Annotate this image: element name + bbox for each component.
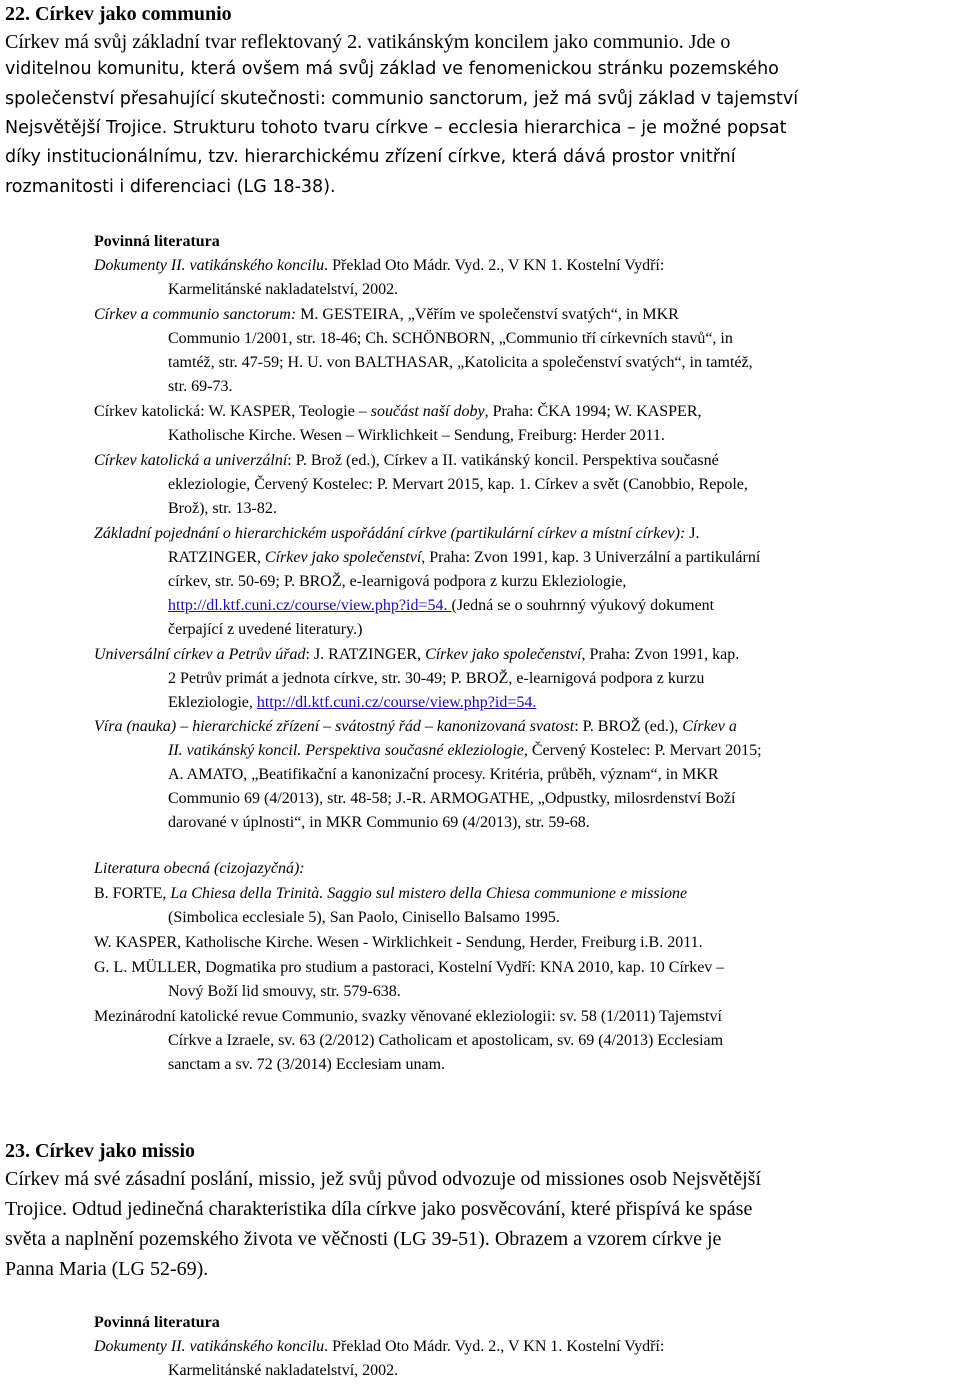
ref-4-line-2: ekleziologie, Červený Kostelec: P. Mervart 2015, kap. 1. Církev a svět (Canobbio, Repole, [168, 476, 748, 493]
intro-line-2: společenství přesahující skutečnosti: communio sanctorum, jež má svůj základ v tajemství [5, 89, 799, 109]
lit-heading: Povinná literatura [94, 233, 220, 250]
ref-2-line-2: Communio 1/2001, str. 18-46; Ch. SCHÖNBORN, „Communio tří církevních stavů“, in [168, 330, 733, 347]
intro-line-3: Nejsvětější Trojice. Strukturu tohoto tvaru církve – ecclesia hierarchica – je možné popsat [5, 118, 787, 138]
ref-3-line-2: Katholische Kirche. Wesen – Wirklichkeit – Sendung, Freiburg: Herder 2011. [168, 427, 665, 444]
ref-2-line-3: tamtéž, str. 47-59; H. U. von BALTHASAR, „Katolicita a společenství svatých“, in tamtéž, [168, 354, 753, 371]
ref-6-line-1: Universální církev a Petrův úřad: J. RATZINGER, Církev jako společenství, Praha: Zvon 1991, kap. [94, 646, 740, 663]
ref-5-line-3: církev, str. 50-69; P. BROŽ, e-learnigová podpora z kurzu Ekleziologie, [168, 573, 627, 590]
course-link-2[interactable]: http://dl.ktf.cuni.cz/course/view.php?id=54. [256, 694, 537, 711]
s23-line-0: Církev má své zásadní poslání, missio, jež svůj původ odvozuje od missiones osob Nejsvětější [5, 1168, 762, 1190]
ref-7-line-3: A. AMATO, „Beatifikační a kanonizační procesy. Kritéria, průběh, význam“, in MKR [168, 766, 719, 783]
general-heading: Literatura obecná (cizojazyčná): [94, 860, 305, 877]
s23-ref-1-line-1: Dokumenty II. vatikánského koncilu. Překlad Oto Mádr. Vyd. 2., V KN 1. Kostelní Vydří: [94, 1338, 665, 1355]
ref-2-line-1: Církev a communio sanctorum: M. GESTEIRA, „Věřím ve společenství svatých“, in MKR [94, 306, 679, 323]
ref-1-line-1: Dokumenty II. vatikánského koncilu. Překlad Oto Mádr. Vyd. 2., V KN 1. Kostelní Vydří: [94, 257, 665, 274]
ref-6-line-3: Ekleziologie, http://dl.ktf.cuni.cz/course/view.php?id=54. [168, 694, 537, 711]
ref-6-line-2: 2 Petrův primát a jednota církve, str. 30-49; P. BROŽ, e-learnigová podpora z kurzu [168, 670, 705, 687]
ref-5-line-5: čerpající z uvedené literatury.) [168, 621, 363, 638]
ref-7-line-4: Communio 69 (4/2013), str. 48-58; J.-R. ARMOGATHE, „Odpustky, milosrdenství Boží [168, 790, 736, 807]
section-23-title: 23. Církev jako missio [5, 1140, 195, 1162]
intro-line-1: viditelnou komunitu, která ovšem má svůj základ ve fenomenickou stránku pozemského [5, 59, 779, 79]
ref-7-line-1: Víra (nauka) – hierarchické zřízení – svátostný řád – kanonizovaná svatost: P. BROŽ (ed.), Církev a [94, 718, 737, 735]
gen-4-line-1: Mezinárodní katolické revue Communio, svazky věnované ekleziologii: sv. 58 (1/2011) Tajemství [94, 1008, 722, 1025]
s23-line-1: Trojice. Odtud jedinečná charakteristika díla církve jako posvěcování, které přispívá ke spáse [5, 1198, 753, 1220]
ref-5-line-2: RATZINGER, Církev jako společenství, Praha: Zvon 1991, kap. 3 Univerzální a partikulární [168, 549, 761, 566]
ref-4-line-1: Církev katolická a univerzální: P. Brož (ed.), Církev a II. vatikánský koncil. Perspektiva současné [94, 452, 719, 469]
gen-3-line-2: Nový Boží lid smouvy, str. 579-638. [168, 983, 401, 1000]
gen-4-line-2: Církve a Izraele, sv. 63 (2/2012) Catholicam et apostolicam, sv. 69 (4/2013) Ecclesiam [168, 1032, 724, 1049]
gen-3-line-1: G. L. MÜLLER, Dogmatika pro studium a pastoraci, Kostelní Vydří: KNA 2010, kap. 10 Církev – [94, 959, 725, 976]
gen-4-line-3: sanctam a sv. 72 (3/2014) Ecclesiam unam. [168, 1056, 446, 1073]
gen-2: W. KASPER, Katholische Kirche. Wesen - Wirklichkeit - Sendung, Herder, Freiburg i.B. 2011. [94, 934, 703, 951]
intro-line-4: díky institucionálnímu, tzv. hierarchickému zřízení církve, která dává prostor vnitřní [5, 147, 736, 167]
ref-3-line-1: Církev katolická: W. KASPER, Teologie – součást naší doby, Praha: ČKA 1994; W. KASPER, [94, 403, 702, 420]
ref-7-line-2: II. vatikánský koncil. Perspektiva současné ekleziologie, Červený Kostelec: P. Mervart 2015; [168, 742, 762, 759]
ref-1-line-2: Karmelitánské nakladatelství, 2002. [168, 281, 399, 298]
intro-line-5: rozmanitosti i diferenciaci (LG 18-38). [5, 177, 336, 197]
ref-4-line-3: Brož), str. 13-82. [168, 500, 277, 517]
ref-5-line-4: http://dl.ktf.cuni.cz/course/view.php?id=54. (Jedná se o souhrnný výukový dokument [168, 597, 715, 614]
s23-line-2: světa a naplnění pozemského života ve věčnosti (LG 39-51). Obrazem a vzorem církve je [5, 1228, 722, 1250]
gen-1-line-1: B. FORTE, La Chiesa della Trinità. Saggio sul mistero della Chiesa communione e missione [94, 885, 688, 902]
intro-line-0: Církev má svůj základní tvar reflektovaný 2. vatikánským koncilem jako communio. Jde o [5, 31, 731, 53]
ref-5-line-1: Základní pojednání o hierarchickém uspořádání církve (partikulární církev a místní církev): J. [94, 525, 700, 542]
ref-7-line-5: darované v úplnosti“, in MKR Communio 69 (4/2013), str. 59-68. [168, 814, 590, 831]
gen-1-line-2: (Simbolica ecclesiale 5), San Paolo, Cinisello Balsamo 1995. [168, 909, 560, 926]
course-link[interactable]: http://dl.ktf.cuni.cz/course/view.php?id=54. [168, 597, 452, 614]
ref-2-line-4: str. 69-73. [168, 378, 233, 395]
s23-line-3: Panna Maria (LG 52-69). [5, 1258, 209, 1280]
s23-lit-heading: Povinná literatura [94, 1314, 220, 1331]
s23-ref-1-line-2: Karmelitánské nakladatelství, 2002. [168, 1362, 399, 1379]
section-22-title: 22. Církev jako communio [5, 3, 232, 25]
